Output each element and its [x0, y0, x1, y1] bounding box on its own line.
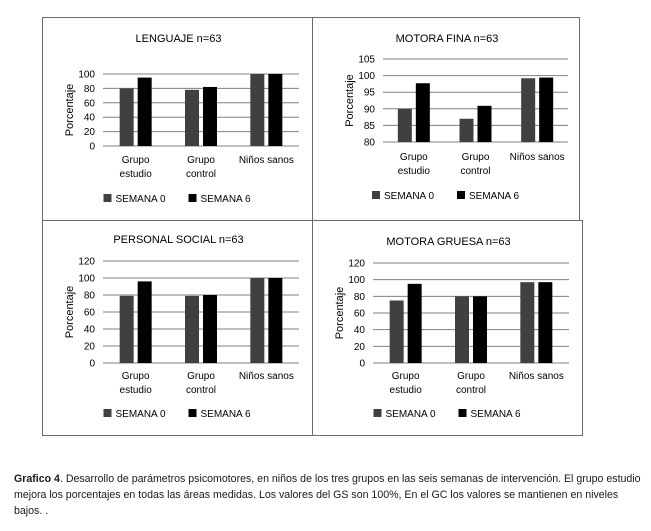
x-tick-label: Grupo control	[185, 371, 217, 396]
chart-title: MOTORA FINA n=63	[395, 33, 499, 45]
bar-semana-0	[520, 282, 534, 363]
legend-swatch	[189, 409, 197, 417]
chart-panel-personal-social	[42, 220, 313, 436]
chart-title: MOTORA GRUESA n=63	[386, 236, 511, 248]
y-tick-label: 105	[358, 54, 375, 66]
legend-swatch	[189, 194, 197, 202]
x-tick-label: Grupo estudio	[389, 371, 422, 396]
bar-semana-6	[473, 296, 487, 363]
legend-label: SEMANA 6	[200, 409, 251, 420]
bar-semana-0	[250, 74, 264, 146]
y-tick-label: 0	[359, 358, 365, 370]
y-tick-label: 80	[83, 290, 95, 302]
y-tick-label: 80	[363, 137, 375, 149]
y-axis-label: Porcentaje	[64, 83, 76, 137]
x-tick-label: Niños sanos	[238, 155, 294, 166]
bar-semana-0	[185, 296, 199, 363]
x-tick-label: Niños sanos	[238, 371, 294, 382]
legend-swatch	[457, 191, 465, 199]
chart-title: LENGUAJE n=63	[135, 33, 222, 45]
bar-semana-6	[538, 282, 552, 363]
legend-label: SEMANA 0	[385, 409, 436, 420]
y-tick-label: 60	[83, 98, 95, 110]
y-tick-label: 100	[358, 71, 375, 83]
figure-caption	[14, 471, 642, 519]
y-tick-label: 40	[353, 325, 365, 337]
bar-semana-6	[268, 74, 282, 146]
chart-svg	[313, 18, 579, 220]
y-tick-label: 20	[83, 127, 95, 139]
y-tick-label: 40	[83, 324, 95, 336]
y-tick-label: 0	[89, 358, 95, 370]
x-tick-label: Niños sanos	[508, 371, 564, 382]
legend-label: SEMANA 0	[115, 409, 166, 420]
bar-semana-0	[398, 109, 412, 142]
x-tick-label: Grupo estudio	[119, 371, 152, 396]
y-tick-label: 100	[78, 273, 95, 285]
legend-swatch	[374, 409, 382, 417]
caption-label: Grafico 4	[14, 473, 60, 485]
bar-semana-6	[539, 78, 553, 142]
y-tick-label: 0	[89, 141, 95, 153]
y-tick-label: 80	[353, 291, 365, 303]
bar-semana-6	[408, 284, 422, 363]
y-tick-label: 100	[78, 69, 95, 81]
y-axis-label: Porcentaje	[344, 74, 356, 127]
bar-semana-6	[138, 281, 152, 363]
y-tick-label: 120	[78, 256, 95, 268]
bar-semana-0	[120, 88, 134, 146]
chart-panel-motora-fina	[312, 17, 580, 221]
legend-swatch	[104, 194, 112, 202]
x-tick-label: Grupo control	[460, 152, 491, 177]
caption-text: . Desarrollo de parámetros psicomotores, en niños de los tres grupos en las seis semanas de intervención. El grupo estudio mejora los porcentajes en todas las áreas medidas. Los valores del GS son 100%, En el GC los valores se mantienen en niveles bajos. .	[14, 473, 641, 517]
legend-label: SEMANA 6	[470, 409, 521, 420]
bar-semana-0	[460, 119, 474, 142]
legend-label: SEMANA 0	[384, 191, 435, 202]
legend-label: SEMANA 0	[115, 194, 166, 205]
legend-label: SEMANA 6	[469, 191, 520, 202]
bar-semana-6	[138, 78, 152, 146]
legend-swatch	[459, 409, 467, 417]
bar-semana-6	[203, 295, 217, 363]
x-tick-label: Grupo control	[185, 155, 217, 180]
chart-svg	[43, 221, 312, 435]
bar-semana-0	[455, 296, 469, 363]
bar-semana-6	[203, 87, 217, 146]
bar-semana-0	[185, 90, 199, 146]
x-tick-label: Grupo control	[455, 371, 487, 396]
chart-svg	[313, 221, 582, 435]
y-tick-label: 85	[363, 120, 375, 132]
y-tick-label: 40	[83, 112, 95, 124]
bar-semana-0	[390, 301, 404, 364]
y-tick-label: 20	[353, 341, 365, 353]
legend-swatch	[372, 191, 380, 199]
x-tick-label: Grupo estudio	[397, 152, 430, 177]
y-tick-label: 60	[353, 308, 365, 320]
y-axis-label: Porcentaje	[64, 285, 76, 339]
chart-panel-motora-gruesa	[312, 220, 583, 436]
legend-label: SEMANA 6	[200, 194, 251, 205]
x-tick-label: Grupo estudio	[119, 155, 152, 180]
y-tick-label: 20	[83, 341, 95, 353]
chart-title: PERSONAL SOCIAL n=63	[113, 234, 244, 246]
bar-semana-6	[268, 278, 282, 363]
y-tick-label: 80	[83, 83, 95, 95]
y-tick-label: 90	[363, 104, 375, 116]
y-tick-label: 60	[83, 307, 95, 319]
y-tick-label: 95	[363, 87, 375, 99]
y-axis-label: Porcentaje	[334, 286, 346, 340]
legend-swatch	[104, 409, 112, 417]
bar-semana-6	[478, 106, 492, 142]
bar-semana-0	[250, 278, 264, 363]
chart-svg	[43, 18, 312, 220]
bar-semana-0	[120, 296, 134, 363]
bar-semana-0	[521, 78, 535, 142]
x-tick-label: Niños sanos	[509, 152, 565, 163]
y-tick-label: 100	[348, 275, 365, 287]
chart-panel-lenguaje	[42, 17, 313, 221]
bar-semana-6	[416, 83, 430, 142]
y-tick-label: 120	[348, 258, 365, 270]
